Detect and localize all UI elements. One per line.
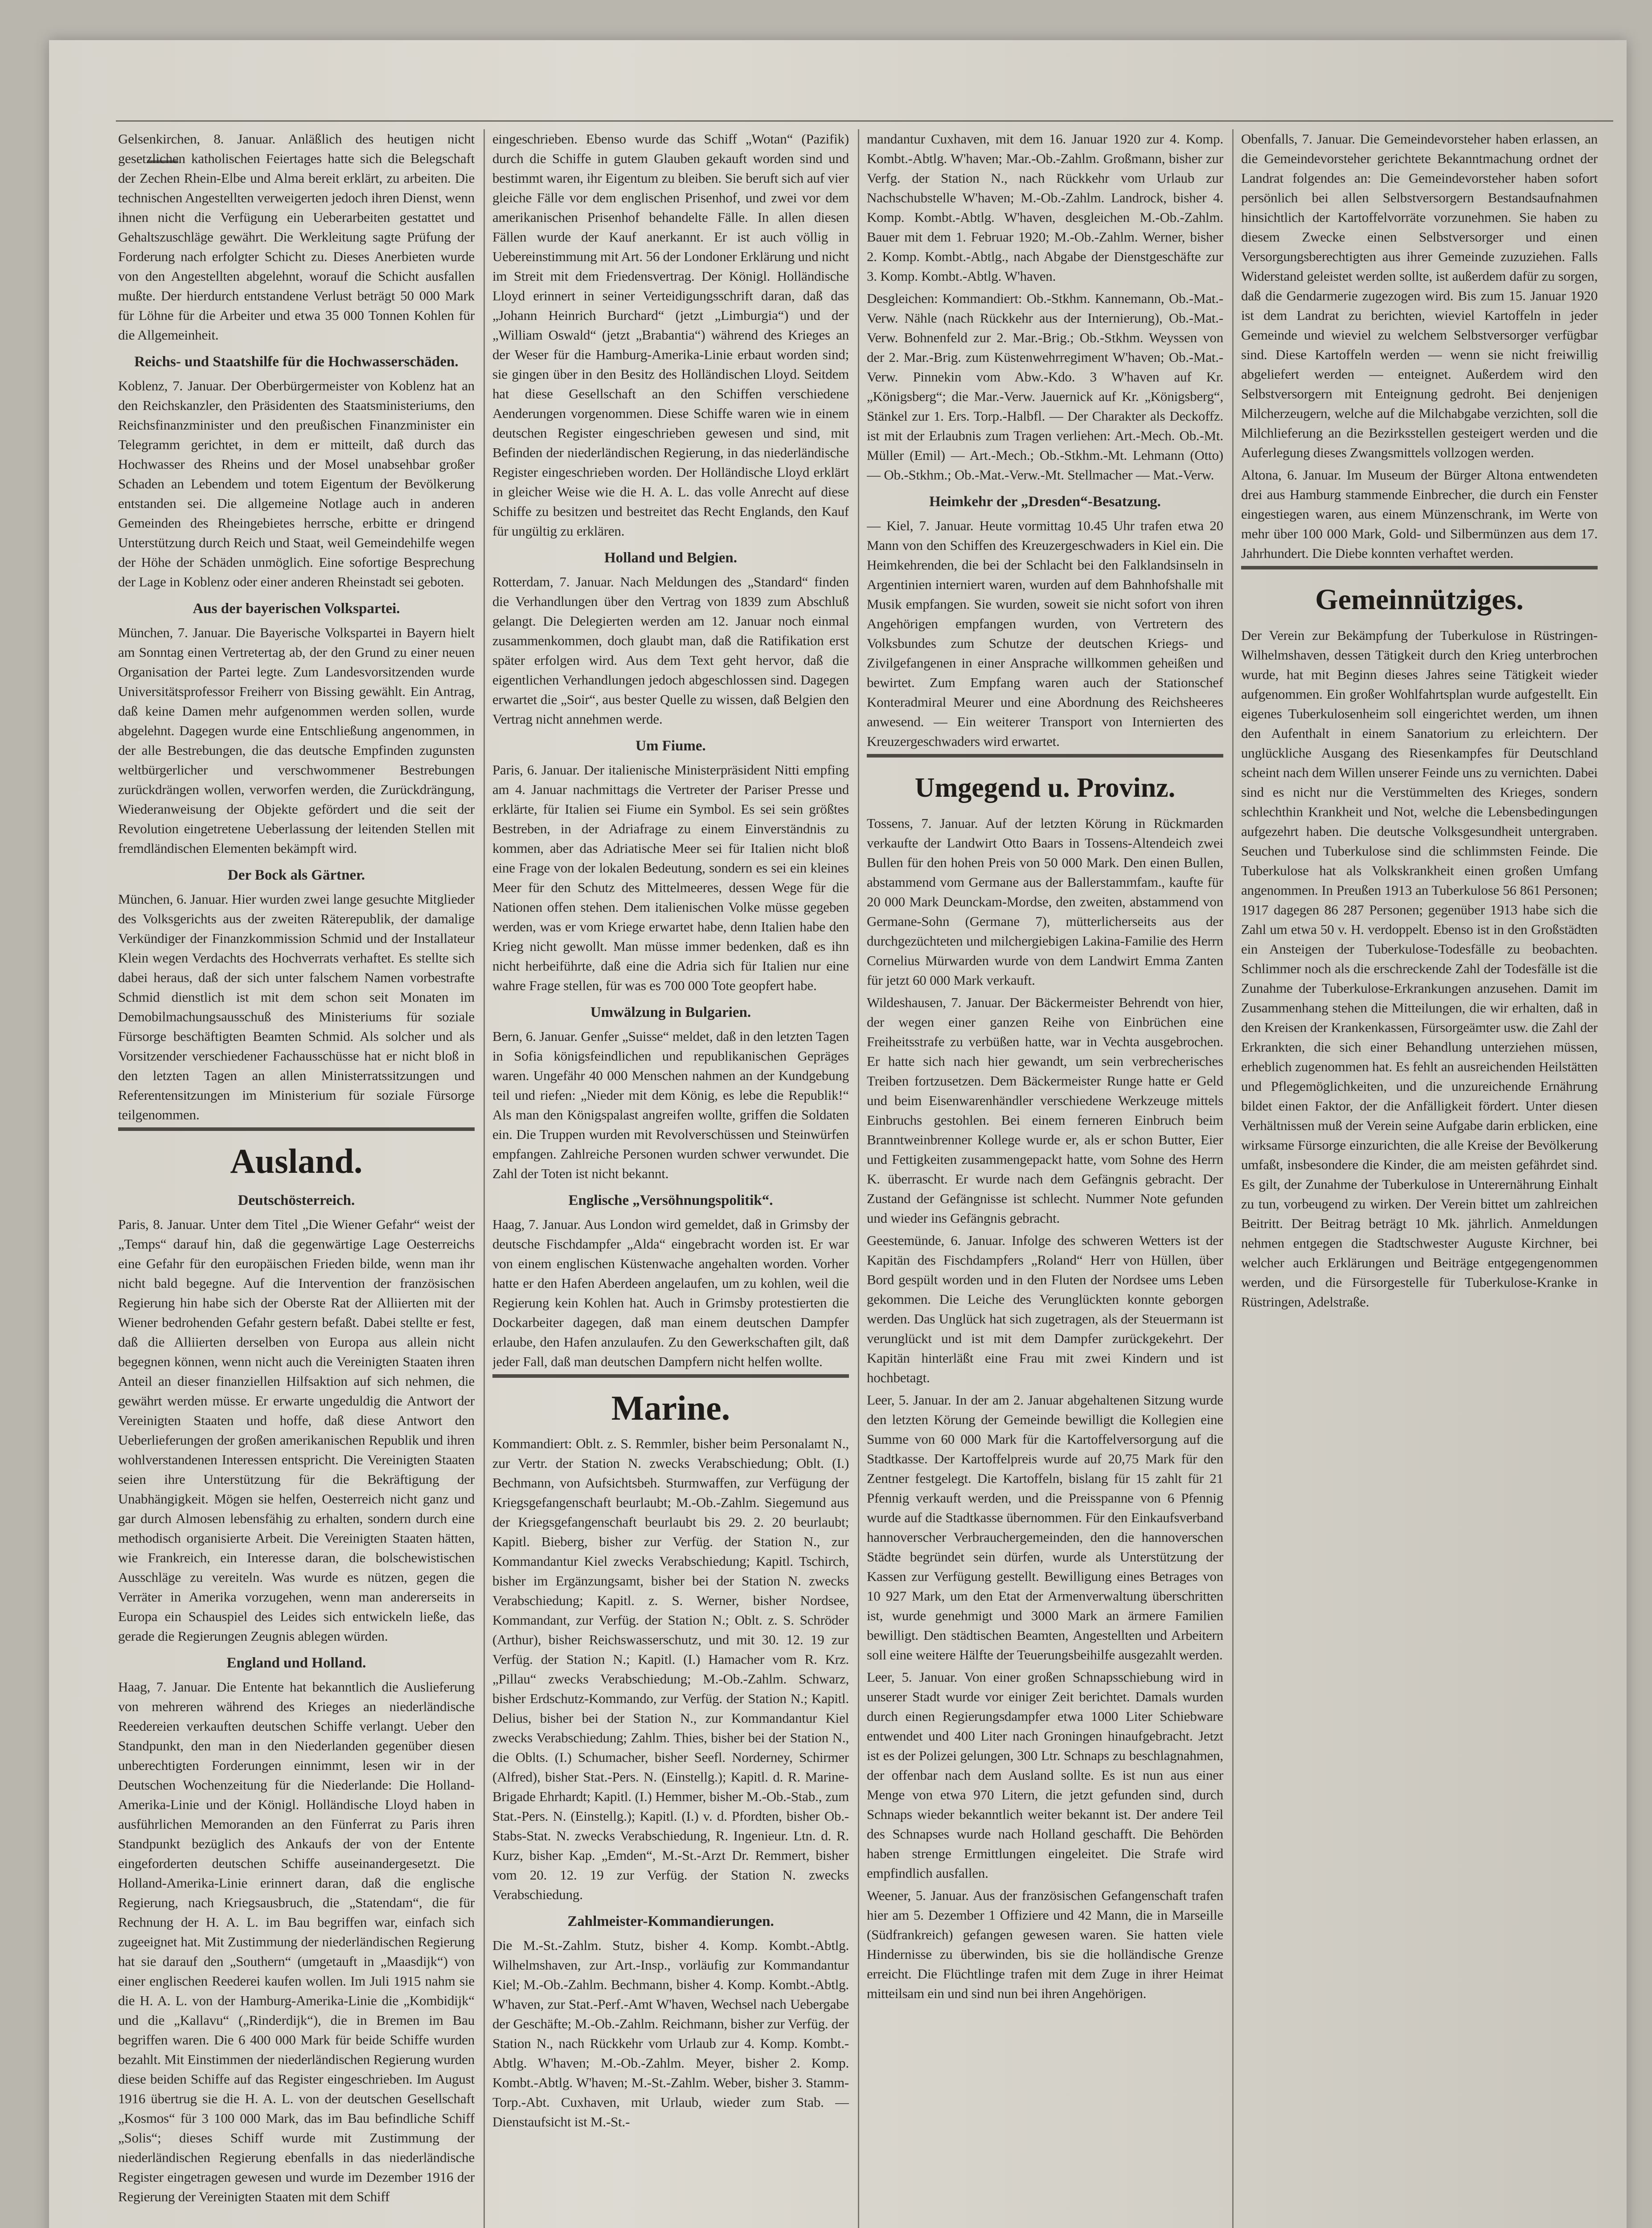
article-muenchen-1: München, 7. Januar. Die Bayerische Volkspartei in Bayern hielt am Sonntag einen Vertretertag ab, der den Grund zu einer neuen Organisation der Partei legte. Zum Landesvorsitzenden wurde Universitätsprofessor Freiherr von Bissing gewählt. Ein Antrag, daß keine Damen mehr aufgenommen werden sollen, wurde abgelehnt. Dagegen wurde eine Entschließung angenommen, in der alle Bestrebungen, die das deutsche Empfinden zugunsten weltbürgerlicher und verschwommener Bestrebungen zurückdrängen wollen, verworfen werden, die Zurückdrängung, Wiederanweisung der Objekte gefördert und die seit der Revolution eingetretene Ueberlassung der leitenden Stellen mit fremdländischen Elementen bekämpft wird. [118, 625, 475, 856]
article-zahlmeister-cont: mandantur Cuxhaven, mit dem 16. Januar 1920 zur 4. Komp. Kombt.-Abtlg. W'haven; Mar.-Ob.-Zahlm. Großmann, bisher zur Verfg. der Station N., nach Rückkehr vom Urlaub zur Nachschubstelle W'haven; M.-Ob.-Zahlm. Landrock, bisher 4. Komp. Kombt.-Abtlg. W'haven, desgleichen M.-Ob.-Zahlm. Bauer mit dem 1. Februar 1920; M.-Ob.-Zahlm. Werner, bisher 2. Komp. Kombt.-Abtlg., nach Abgabe der Dienstgeschäfte zur 3. Komp. Kombt.-Abtlg. W'haven. [867, 131, 1223, 284]
heading-umgegend: Umgegend u. Provinz. [914, 773, 1176, 803]
article-haag-grimsby: Haag, 7. Januar. Aus London wird gemeldet, daß in Grimsby der deutsche Fischdampfer „Alda“ eingebracht worden ist. Er war von einem englischen Küstenwache angehalten worden. Vorher hatte er den Hafen Aberdeen angelaufen, um zu kohlen, weil die Regierung kein Kohlen hat. Auch in Grimsby protestierten die Dockarbeiter dagegen, daß man einem deutschen Dampfer erlaube, den Hafen anzulaufen. Zu den Gewerkschaften gilt, daß jeder Fall, daß man deutschen Dampfern nicht helfen wollte. [492, 1216, 849, 1369]
article-tossens: Tossens, 7. Januar. Auf der letzten Körung in Rückmarden verkaufte der Landwirt Otto Baars in Tossens-Altendeich zwei Bullen für den hohen Preis von 50 000 Mark. Den einen Bullen, abstammend vom Germane aus der Ballerstammfam., kaufte für 20 000 Mark Deunckam-Mordse, den zweiten, abstammend von Germane-Sohn (Germane 7), mütterlicherseits aus der durchgezüchteten und milchergiebigen Lakina-Familie des Herrn Cornelius Mürwarden wurde von dem Landwirt Emma Zanten für jetzt 60 000 Mark verkauft. [867, 815, 1223, 988]
article-gelsenkirchen: Gelsenkirchen, 8. Januar. Anläßlich des heutigen nicht gesetzlichen katholischen Feiertages hatte sich die Belegschaft der Zechen Rhein-Elbe und Alma bereit erklärt, zu arbeiten. Die technischen Angestellten verweigerten jedoch ihren Dienst, wenn ihnen nicht die Verfügung ein Ueberarbeiten gestattet und Gehaltszuschläge gewährt. Die Werkleitung sagte Prüfung der Forderung nach erfolgter Schicht zu. Dieses Anerbieten wurde von den Angestellten abgelehnt, worauf die Schicht ausfallen mußte. Der hierdurch entstandene Verlust beträgt 50 000 Mark für Löhne für die Arbeiter und etwa 35 000 Tonnen Kohlen für die Allgemeinheit. [118, 131, 475, 343]
article-bern-sofia: Bern, 6. Januar. Genfer „Suisse“ meldet, daß in den letzten Tagen in Sofia königsfeindlichen und republikanischen Gepräges waren. Ungefähr 40 000 Menschen nahmen an der Kundgebung teil und riefen: „Nieder mit dem König, es lebe die Republik!“ Als man den Königspalast angreifen wollte, griffen die Soldaten ein. Die Truppen wurden mit Revolverschüssen und Steinwürfen empfangen. Zahlreiche Personen wurden schwer verwundet. Die Zahl der Toten ist nicht bekannt. [492, 1028, 849, 1181]
article-desgleichen: Desgleichen: Kommandiert: Ob.-Stkhm. Kannemann, Ob.-Mat.-Verw. Nähle (nach Rückkehr aus der Internierung), Ob.-Mat.-Verw. Bohnenfeld zur 2. Mar.-Brig.; Ob.-Stkhm. Weyssen von der 2. Mar.-Brig. zum Küstenwehrregiment W'haven; Ob.-Mat.-Verw. Pinnekin vom Abw.-Kdo. 3 W'haven auf Kr. „Königsberg“; die Mar.-Verw. Jauernick auf Kr. „Königsberg“, Stänkel zur 1. Ers. Torp.-Halbfl. — Der Charakter als Deckoffz. ist mit der Erlaubnis zum Tragen verliehen: Art.-Mech. Ob.-Mt. Müller (Emil) — Art.-Mech.; Ob.-Stkhm.-Mt. Lehmann (Otto) — Ob.-Stkhm.; Ob.-Mat.-Verw.-Mt. Stellmacher — Mat.-Verw. [867, 291, 1223, 483]
subheading-holland-belgien: Holland und Belgien. [604, 550, 737, 566]
article-muenchen-2: München, 6. Januar. Hier wurden zwei lange gesuchte Mitglieder des Volksgerichts aus der zweiten Räterepublik, der damalige Verkündiger der Finanzkommission Schmid und der Installateur Klein wegen Verdachts des Hochverrats verhaftet. Es stellte sich dabei heraus, daß der sich unter falschem Namen vorbestrafte Schmid dienstlich ist mit dem schon seit Monaten im Demobilmachungsausschuß des Ministeriums für soziale Fürsorge beschäftigten Beamten Schmid. Als solcher und als Vorsitzender verschiedener Fachausschüsse hat er nicht bloß in den letzten Tagen an allen Ministerratssitzungen und Referentensitzungen im Ministerium für soziale Fürsorge teilgenommen. [118, 891, 475, 1122]
subheading-volkspartei: Aus der bayerischen Volkspartei. [193, 601, 400, 617]
article-weener: Weener, 5. Januar. Aus der französischen Gefangenschaft trafen hier am 5. Dezember 1 Offiziere und 42 Mann, die in Marseille (Südfrankreich) gefangen gewesen waren. Sie hatten viele Hindernisse zu überwinden, bis sie die holländische Grenze erreicht. Die Flüchtlinge trafen mit dem Zuge in ihrer Heimat mitteilsam ein und sind nun bei ihren Angehörigen. [867, 1888, 1223, 2001]
column-2 [492, 129, 849, 2228]
article-paris-nitti: Paris, 6. Januar. Der italienische Ministerpräsident Nitti empfing am 4. Januar nachmittags die Vertreter der Pariser Presse und erklärte, für Italien sei Fiume ein Symbol. Es sei sein größtes Bestreben, in der Adriafrage zu einem Einverständnis zu kommen, aber das Adriatische Meer sei für Italien nicht bloß eine Frage von der lokalen Bedeutung, sondern es sei ein kleines Meer für den Schutz des Mittelmeeres, dessen Wege für die Nationen offen stehen. Dem italienischen Volke müsse gegeben werden, was er vom Kriege erwartet habe, denn Italien habe den Krieg nicht gewollt. Man müsse immer bedenken, daß es ihn nicht herbeiführte, daß eine die Adria sich für Italien nur eine wahre Frage stellen, für was es 700 000 Tote geopfert habe. [492, 762, 849, 993]
subheading-zahlmeister: Zahlmeister-Kommandierungen. [567, 1913, 774, 1929]
article-geestemuende: Geestemünde, 6. Januar. Infolge des schweren Wetters ist der Kapitän des Fischdampfers „Roland“ Herr von Hüllen, über Bord gespült worden und in den Fluten der Nordsee ums Leben gekommen. Die Leiche des Verunglückten konnte geborgen werden. Das Unglück hat sich zugetragen, als der Steuermann ist verunglückt und ist mit dem Dampfer zurückgekehrt. Der Kapitän hinterläßt eine Frau mit zwei Kindern und ist hochbetagt. [867, 1233, 1223, 1385]
article-rotterdam: Rotterdam, 7. Januar. Nach Meldungen des „Standard“ finden die Verhandlungen über den Vertrag von 1839 zum Abschluß gelangt. Die Delegierten werden am 12. Januar noch einmal zusammenkommen, doch glaubt man, daß die Ratifikation erst später erfolgen wird. Aus dem Text geht hervor, daß die eigentlichen Verhandlungen jedoch abgeschlossen sind. Dagegen erwartet die „Soir“, aus bester Quelle zu wissen, daß Belgien den Vertrag nicht annehmen werde. [492, 574, 849, 727]
top-rule [116, 120, 1613, 122]
subheading-bock: Der Bock als Gärtner. [228, 867, 365, 883]
column-rule-2 [858, 129, 859, 2228]
column-3 [867, 129, 1223, 2228]
article-paris-wien: Paris, 8. Januar. Unter dem Titel „Die Wiener Gefahr“ weist der „Temps“ darauf hin, daß die gegenwärtige Lage Oesterreichs eine Gefahr für den europäischen Frieden bilde, wenn man ihr nicht bald begegne. Auf die Intervention der französischen Regierung hin habe sich der Oberste Rat der Alliierten mit der Wiener bedrohenden Gefahr gestern befaßt. Dabei stellte er fest, daß die Alliierten derselben von Europa aus allein nicht begegnen können, wenn nicht auch die Vereinigten Staaten ihren Anteil an dieser finanziellen Hilfsaktion auf sich nehmen, die gewährt werden müsse. Er erwarte ungeduldig die Antwort der Vereinigten Staaten und hoffe, daß diese Antwort den Ueberlieferungen der großen amerikanischen Republik und ihren wohlverstandenen Interessen entspricht. Die Vereinigten Staaten seien ihre Unterstützung für die Bekräftigung der Unabhängigkeit. Mögen sie helfen, Oesterreich nicht ganz und gar durch Almosen lebensfähig zu erhalten, sondern durch eine methodisch organisierte Arbeit. Die Vereinigten Staaten hätten, wie Frankreich, ein Interesse daran, die bolschewistischen Ausschläge zu vereiteln. Was wurde es nützen, gegen die Verräter in Amerika vorzugehen, wenn man andererseits in Europa ein Schauspiel des Leides sich entwickeln ließe, das gerade die Regierungen Zeugnis ablegen würden. [118, 1216, 475, 1644]
article-leer-2: Leer, 5. Januar. Von einer großen Schnapsschiebung wird in unserer Stadt wurde vor einiger Zeit berichtet. Damals wurden durch einen Regierungsdampfer etwa 1000 Liter Schiebware entwendet und 400 Liter nach Groningen hinaufgebracht. Jetzt ist es der Polizei gelungen, 300 Ltr. Schnaps zu beschlagnahmen, der offenbar nach dem Ausland sollte. Es ist nun aus einer Menge von etwa 970 Litern, die jetzt gefunden sind, durch Schnaps wieder bekanntlich weiter bekannt ist. Der andere Teil des Schnapses wurde nach Holland geschafft. Die Behörden haben strenge Ermittlungen eingeleitet. Die Strafe wird empfindlich ausfallen. [867, 1669, 1223, 1881]
heading-gemeinnuetziges: Gemeinnütziges. [1315, 583, 1524, 616]
article-altona: Altona, 6. Januar. Im Museum der Bürger Altona entwendeten drei aus Hamburg stammende Einbrecher, die durch ein Fenster eingestiegen waren, aus einem Münzenschrank, im Werte von mehr über 100 000 Mark, Gold- und Silbermünzen aus dem 17. Jahrhundert. Die Diebe konnten verhaftet werden. [1241, 467, 1598, 561]
article-leer-1: Leer, 5. Januar. In der am 2. Januar abgehaltenen Sitzung wurde den letzten Körung der Gemeinde bewilligt die Kollegien eine Summe von 60 000 Mark für die Kartoffelversorgung auf die Stadtkasse. Der Kartoffelpreis wurde auf 20,75 Mark für den Zentner festgelegt. Die Kartoffeln, bislang für 15 zahlt für 21 Pfennig verkauft werden, und die Preisspanne von 6 Pfennig wurde auf die Stadtkasse übernommen. Für den Einkaufsverband hannoverscher Verbrauchergemeinden, den die hannoverschen Städte begründet sein dürfen, wurde als Unterstützung der Kassen zur Verfügung gestellt. Bewilligung eines Betrages von 10 927 Mark, um den Etat der Armenverwaltung überschritten ist, wurde genehmigt und 3000 Mark an ärmere Familien bewilligt. Den städtischen Beamten, Angestellten und Arbeitern soll eine weitere Hälfte der Teuerungsbeihilfe ausgezahlt werden. [867, 1392, 1223, 1663]
subheading-versoehnungspolitik: Englische „Versöhnungspolitik“. [568, 1192, 773, 1208]
article-koblenz: Koblenz, 7. Januar. Der Oberbürgermeister von Koblenz hat an den Reichskanzler, den Präsidenten des Staatsministeriums, den Reichsfinanzminister und den preußischen Finanzminister ein Telegramm gerichtet, in dem er mitteilt, daß durch das Hochwasser des Rheins und der Mosel unabsehbar großer Schaden an Lebendem und totem Eigentum der Bevölkerung entstanden sei. Die allgemeine Notlage auch in anderen Gemeinden des Rheingebietes herrsche, erbitte er dringend Unterstützung durch Reich und Staat, weil Gemeindehilfe wegen der Höhe der Schäden unmöglich. Eine sofortige Besprechung der Lage in Koblenz oder einer anderen Rheinstadt sei geboten. [118, 378, 475, 590]
subheading-bulgarien: Umwälzung in Bulgarien. [590, 1004, 751, 1020]
column-1 [118, 129, 475, 2228]
article-kommandiert: Kommandiert: Oblt. z. S. Remmler, bisher beim Personalamt N., zur Vertr. der Station N. zwecks Verabschiedung; Oblt. (I.) Bechmann, von Aufsichtsbeh. Sturmwaffen, zur Verfügung der Kriegsgefangenschaft beurlaubt; M.-Ob.-Zahlm. Siegemund aus der Kriegsgefangenschaft beurlaubt bis 29. 2. 20 beurlaubt; Kapitl. Bieberg, bisher zur Verfüg. der Station N., zur Kommandantur Kiel zwecks Verabschiedung; Kapitl. Tschirch, bisher im Ergänzungsamt, bisher bei der Station N. zwecks Verabschiedung; Kapitl. z. S. Werner, bisher Nordsee, Kommandant, zur Verfüg. der Station N.; Oblt. z. S. Schröder (Arthur), bisher Reichswasserschutz, und mit 30. 12. 19 zur Verfüg. der Station N.; Kapitl. (I.) Hamacher vom R. Krz. „Pillau“ zwecks Verabschiedung; M.-Ob.-Zahlm. Schwarz, bisher Erdschutz-Kommando, zur Verfüg. der Station N.; Kapitl. Delius, bisher bei der Station N., zur Kommandantur Kiel zwecks Verabschiedung; Zahlm. Thies, bisher bei der Station N., die Oblts. (I.) Schumacher, bisher Seefl. Norderney, Schirmer (Alfred), bisher Stat.-Pers. N. (Einstellg.); Kapitl. d. R. Marine-Brigade Ehrhardt; Kapitl. (I.) Hemmer, bisher M.-Ob.-Stab., zum Stat.-Pers. N. (Einstellg.); Kapitl. (I.) v. d. Pfordten, bisher Ob.-Stabs-Stat. N. zwecks Verabschiedung, R. Ingenieur. Ltn. d. R. Kurz, bisher Kap. „Emden“, M.-St.-Arzt Dr. Remmert, bisher vom 20. 12. 19 zur Verfüg. der Station N. zwecks Verabschiedung. [492, 1436, 849, 1902]
column-4 [1241, 129, 1598, 2228]
column-rule-1 [484, 129, 485, 2228]
column-rule-3 [1232, 129, 1234, 2228]
section-divider [1241, 566, 1598, 569]
article-haag-schiffe: Haag, 7. Januar. Die Entente hat bekanntlich die Auslieferung von mehreren während des Krieges an niederländische Reedereien verkauften deutschen Schiffe verlangt. Ueber den Standpunkt, den man in den Niederlanden gegenüber diesen unberechtigten Forderungen einnimmt, lesen wir in der Deutschen Wochenzeitung für die Niederlande: Die Holland-Amerika-Linie und der Königl. Holländische Lloyd haben in ausführlichen Memoranden an den Fünferrat zu Paris ihren Standpunkt bezüglich des Ankaufs der von der Entente eingeforderten deutschen Schiffe auseinandergesetzt. Die Holland-Amerika-Linie erinnert daran, daß die englische Regierung, nach Kriegsausbruch, die „Statendam“, die für Rechnung der H. A. L. im Bau begriffen war, einfach sich zugeeignet hat. Mit Zustimmung der niederländischen Regierung hat sie darauf den „Southern“ (umgetauft in „Maasdijk“) von einer englischen Reederei kaufen wollen. Im Juli 1915 nahm sie die H. A. L. von der Hamburg-Amerika-Linie die „Kombidijk“ und die „Kallavu“ („Rinderdijk“), die in Bremen im Bau begriffen waren. Die 6 400 000 Mark für beide Schiffe wurden bezahlt. Mit Einstimmen der niederländischen Regierung wurden diese beiden Schiffe auf das Register eingeschrieben. Im August 1916 übertrug sie die H. A. L. von der deutschen Gesellschaft „Kosmos“ für 3 100 000 Mark, das im Bau befindliche Schiff „Solis“; dieses Schiff wurde mit Zustimmung der niederländischen Regierung ebenfalls in das niederländische Register eingetragen gewesen und wurde im Dezember 1916 der Regierung der Vereinigten Staaten mit dem Schiff [118, 1679, 475, 2204]
heading-marine: Marine. [611, 1388, 730, 1427]
heading-ausland: Ausland. [230, 1142, 363, 1180]
article-kartoffel: Obenfalls, 7. Januar. Die Gemeindevorsteher haben erlassen, an die Gemeindevorsteher gerichtete Bekanntmachung ordnet der Landrat folgendes an: Die Gemeindevorsteher haben sofort persönlich bei allen Selbstversorgern Bestandsaufnahmen hinsichtlich der Kartoffelvorräte vorzunehmen. Sie haben zu diesem Zwecke einen Selbstversorger und einen Versorgungsberechtigten aus ihrer Gemeinde zuzuziehen. Falls Widerstand geleistet werden sollte, ist außerdem dafür zu sorgen, daß die Gendarmerie zugezogen wird. Bis zum 15. Januar 1920 ist dem Landrat zu berichten, wieviel Kartoffeln in jeder Gemeinde und wieviel zu welchem Selbstversorger verfügbar sind. Diese Kartoffeln werden — wenn sie nicht freiwillig abgeliefert werden — enteignet. Außerdem wird den Selbstversorgern mit Enteignung gedroht. Bei denjenigen Milcherzeugern, welche auf die Milchabgabe verzichten, soll die Milchlieferung an die Bezirksstellen gesteigert werden und die Auferlegung dieses Zwangsmittels vollzogen werden. [1241, 131, 1598, 460]
section-divider [118, 1127, 475, 1131]
newspaper-page [49, 40, 1627, 2228]
article-tuberkulose: Der Verein zur Bekämpfung der Tuberkulose in Rüstringen-Wilhelmshaven, dessen Tätigkeit durch den Krieg unterbrochen wurde, hat mit Beginn dieses Jahres seine Tätigkeit wieder aufgenommen. Ein großer Wohlfahrtsplan wurde aufgestellt. Ein eigenes Tuberkulosenheim soll eingerichtet werden, um ihnen den Aufenthalt in einem Sanatorium zu erleichtern. Der unglückliche Ausgang des Riesenkampfes für Deutschland scheint nach dem Willen unserer Feinde uns zu vernichten. Dabei sind es nicht nur die Verstümmelten des Krieges, sondern schlechthin Krankheit und Not, welche die Lebensbedingungen aufgezehrt haben. Die deutsche Volksgesundheit untergraben. Seuchen und Tuberkulose sind die schlimmsten Feinde. Die Tuberkulose hat als Volkskrankheit einen großen Umfang angenommen. In Preußen 1913 an Tuberkulose 56 861 Personen; 1917 dagegen 86 287 Personen; gegenüber 1913 habe sich die Zahl um etwa 50 v. H. verdoppelt. Ebenso ist in den Großstädten ein Ansteigen der Tuberkulose-Todesfälle zu beobachten. Schlimmer noch als die erschreckende Zahl der Todesfälle ist die Zunahme der Tuberkulose-Erkrankungen anzusehen. Damit im Zusammenhang stehen die Mitteilungen, die wir erhalten, daß in den Kreisen der Krankenkassen, Fürsorgeämter usw. die Zahl der Erkrankten, die sich einer Behandlung unterziehen müssen, erheblich zugenommen hat. Es fehlt an ausreichenden Heilstätten und Pflegemöglichkeiten, und die unzureichende Ernährung bildet einen Faktor, der die Anfälligkeit fördert. Unter diesen Verhältnissen muß der Verein seine Aufgabe darin erblicken, eine wirksame Fürsorge einzurichten, die alle Kreise der Bevölkerung umfaßt, insbesondere die Kinder, die am meisten gefährdet sind. Es gilt, der Zunahme der Tuberkulose in Unterernährung Einhalt zu tun, vorbeugend zu wirken. Der Verein bittet um zahlreichen Beitritt. Der Beitrag beträgt 10 Mk. jährlich. Anmeldungen nehmen entgegen die Stadtschwester Auguste Kirchner, bei welcher auch Erklärungen und Beiträge entgegengenommen werden, und die Fürsorgestelle für Tuberkulose-Kranke in Rüstringen, Adelstraße. [1241, 627, 1598, 1310]
subheading-fiume: Um Fiume. [635, 738, 706, 754]
article-zahlmeister: Die M.-St.-Zahlm. Stutz, bisher 4. Komp. Kombt.-Abtlg. Wilhelmshaven, zur Art.-Insp., vorläufig zur Kommandantur Kiel; M.-Ob.-Zahlm. Bechmann, bisher 4. Komp. Kombt.-Abtlg. W'haven, zur Stat.-Perf.-Amt W'haven, Wechsel nach Uebergabe der Geschäfte; M.-Ob.-Zahlm. Reichmann, bisher zur Verfüg. der Station N., nach Rückkehr vom Urlaub zur 4. Komp. Kombt.-Abtlg. W'haven; M.-Ob.-Zahlm. Meyer, bisher 2. Komp. Kombt.-Abtlg. W'haven; M.-St.-Zahlm. Weber, bisher 3. Stamm-Torp.-Abt. Cuxhaven, mit Urlaub, wieder zum Stab. — Dienstaufsicht ist M.-St.- [492, 1937, 849, 2130]
article-wildeshausen: Wildeshausen, 7. Januar. Der Bäckermeister Behrendt von hier, der wegen einer ganzen Reihe von Einbrüchen eine Freiheitsstrafe zu verbüßen hatte, war in Vechta ausgebrochen. Er hatte sich nach hier gewandt, um sein verbrecherisches Treiben fortzusetzen. Dem Bäckermeister Runge hatte er Geld und beim Eisenwarenhändler verschiedene Werkzeuge mittels Einbruchs gestohlen. Bei einem ferneren Einbruch beim Branntweinbrenner Kollege wurde er, als er schon Butter, Eier und Fettigkeiten zusammengepackt hatte, vom Sohne des Herrn K. überrascht. Er wurde nach dem Gefängnis gebracht. Der Zustand der Gefängnisse ist schlecht. Nummer Note gefunden und wieder ins Gefängnis gebracht. [867, 995, 1223, 1226]
subheading-deutschoesterreich: Deutschösterreich. [238, 1192, 355, 1208]
article-schiffe-cont: eingeschrieben. Ebenso wurde das Schiff „Wotan“ (Pazifik) durch die Schiffe in gutem Glauben gekauft worden sind und bestimmt waren, ihr Eigentum zu bleiben. Sie beruft sich auf vier gleiche Fälle vor dem englischen Prisenhof, und zwei vor dem amerikanischen Prisenhof behandelte Fälle. In allen diesen Fällen wurde der Kauf anerkannt. Er ist auch völlig in Uebereinstimmung mit Art. 56 der Londoner Erklärung und nicht im Streit mit dem Friedensvertrag. Der Königl. Holländische Lloyd erinnert in seiner Verteidigungsschrift daran, daß das „Johann Heinrich Burchard“ (jetzt „Limburgia“) und der „William Oswald“ (jetzt „Brabantia“) während des Krieges an der Weser für die Hamburg-Amerika-Linie erbaut worden sind; sie gingen über in den Besitz des Holländischen Lloyd. Seitdem hat diese Gesellschaft an den Schiffen verschiedene Aenderungen vorgenommen. Diese Schiffe waren wie in einem deutschen Register eingeschrieben gewesen und sind, mit Befinden der niederländischen Regierung, in das niederländische Register eingeschrieben worden. Der Holländische Lloyd erklärt in gleicher Weise wie die H. A. L. das volle Anrecht auf diese Schiffe zu besitzen und bestreitet das Recht Englands, den Kauf für ungültig zu erklären. [492, 131, 849, 539]
subheading-dresden: Heimkehr der „Dresden“-Besatzung. [929, 494, 1161, 510]
subheading-england-holland: England und Holland. [226, 1655, 366, 1671]
section-divider [867, 754, 1223, 758]
subheading-hochwasser: Reichs- und Staatshilfe für die Hochwasserschäden. [134, 354, 459, 370]
section-divider [492, 1374, 849, 1378]
article-kiel: — Kiel, 7. Januar. Heute vormittag 10.45 Uhr trafen etwa 20 Mann von den Schiffen des Kreuzergeschwaders in Kiel ein. Die Heimkehrenden, die bei der Schlacht bei den Falklandsinseln in Argentinien interniert waren, wurden auf dem Bahnhofshalle mit Musik empfangen. Sie wurden, soweit sie nicht sofort von ihren Angehörigen empfangen wurden, von Vertretern des Volksbundes zum Schutze der deutschen Kriegs- und Zivilgefangenen in einer Ansprache willkommen geheißen und bewirtet. Zum Empfang waren auch der Stationschef Konteradmiral Meurer und eine Abordnung des Reichsheeres anwesend. — Ein weiterer Transport von Internierten des Kreuzergeschwaders wird erwartet. [867, 518, 1223, 749]
